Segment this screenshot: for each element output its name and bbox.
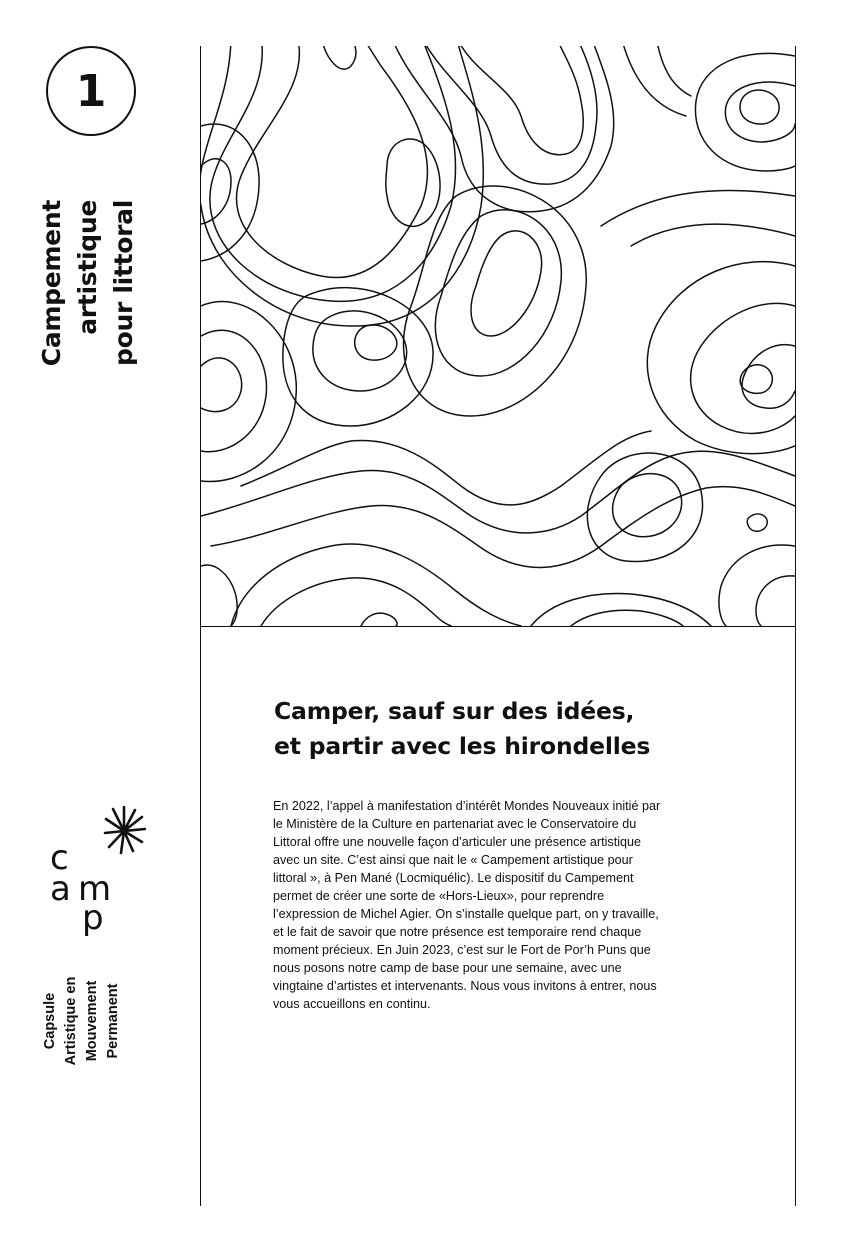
- heading-line-1: Camper, sauf sur des idées,: [274, 697, 635, 725]
- logo-letter-c: c: [50, 838, 69, 878]
- heading-line-2: et partir avec les hirondelles: [274, 732, 651, 760]
- article-heading: [274, 694, 774, 764]
- logo-letter-m: m: [78, 869, 112, 909]
- sunburst-icon: [102, 805, 146, 855]
- side-title: [34, 200, 144, 430]
- camp-logo: [40, 805, 140, 945]
- body-line: En 2022, l’appel à manifestation d’intérêt Mondes Nouveaux initié par: [273, 799, 661, 813]
- topographic-map-illustration: [201, 46, 795, 627]
- body-line: permet de créer une sorte de «Hors-Lieux», pour reprendre: [273, 889, 605, 903]
- side-title-line-1: Campement: [37, 200, 66, 367]
- tagline-line-3: Mouvement: [84, 980, 100, 1062]
- content-frame: [200, 46, 796, 1206]
- side-title-line-2: artistique: [73, 200, 102, 335]
- tagline-line-4: Permanent: [105, 983, 121, 1059]
- side-title-line-3: pour littoral: [109, 200, 138, 366]
- body-line: moment précieux. En Juin 2023, c’est sur le Fort de Por’h Puns que: [273, 943, 651, 957]
- body-line: littoral », à Pen Mané (Locmiquélic). Le dispositif du Campement: [273, 871, 634, 885]
- tagline-line-2: Artistique en: [63, 976, 79, 1066]
- body-line: avec un site. C’est ainsi que nait le « Campement artistique pour: [273, 853, 633, 867]
- logo-letter-a: a: [50, 869, 71, 909]
- logo-letter-p: p: [82, 898, 104, 938]
- tagline-line-1: Capsule: [42, 992, 58, 1050]
- logo-tagline: [40, 968, 140, 1074]
- body-line: et le fait de savoir que notre présence est temporaire rend chaque: [273, 925, 642, 939]
- body-line: nous posons notre camp de base pour une semaine, avec une: [273, 961, 622, 975]
- page-number-badge: [46, 46, 136, 136]
- page-number: 1: [75, 66, 107, 117]
- body-line: le Ministère de la Culture en partenariat avec le Conservatoire du: [273, 817, 637, 831]
- article-body: [273, 797, 723, 1013]
- body-line: l’expression de Michel Agier. On s’installe quelque part, on y travaille,: [273, 907, 659, 921]
- body-line: vous accueillons en continu.: [273, 997, 431, 1011]
- body-line: Littoral offre une nouvelle façon d’articuler une présence artistique: [273, 835, 642, 849]
- body-line: vingtaine d’artistes et intervenants. Nous vous invitons à entrer, nous: [273, 979, 657, 993]
